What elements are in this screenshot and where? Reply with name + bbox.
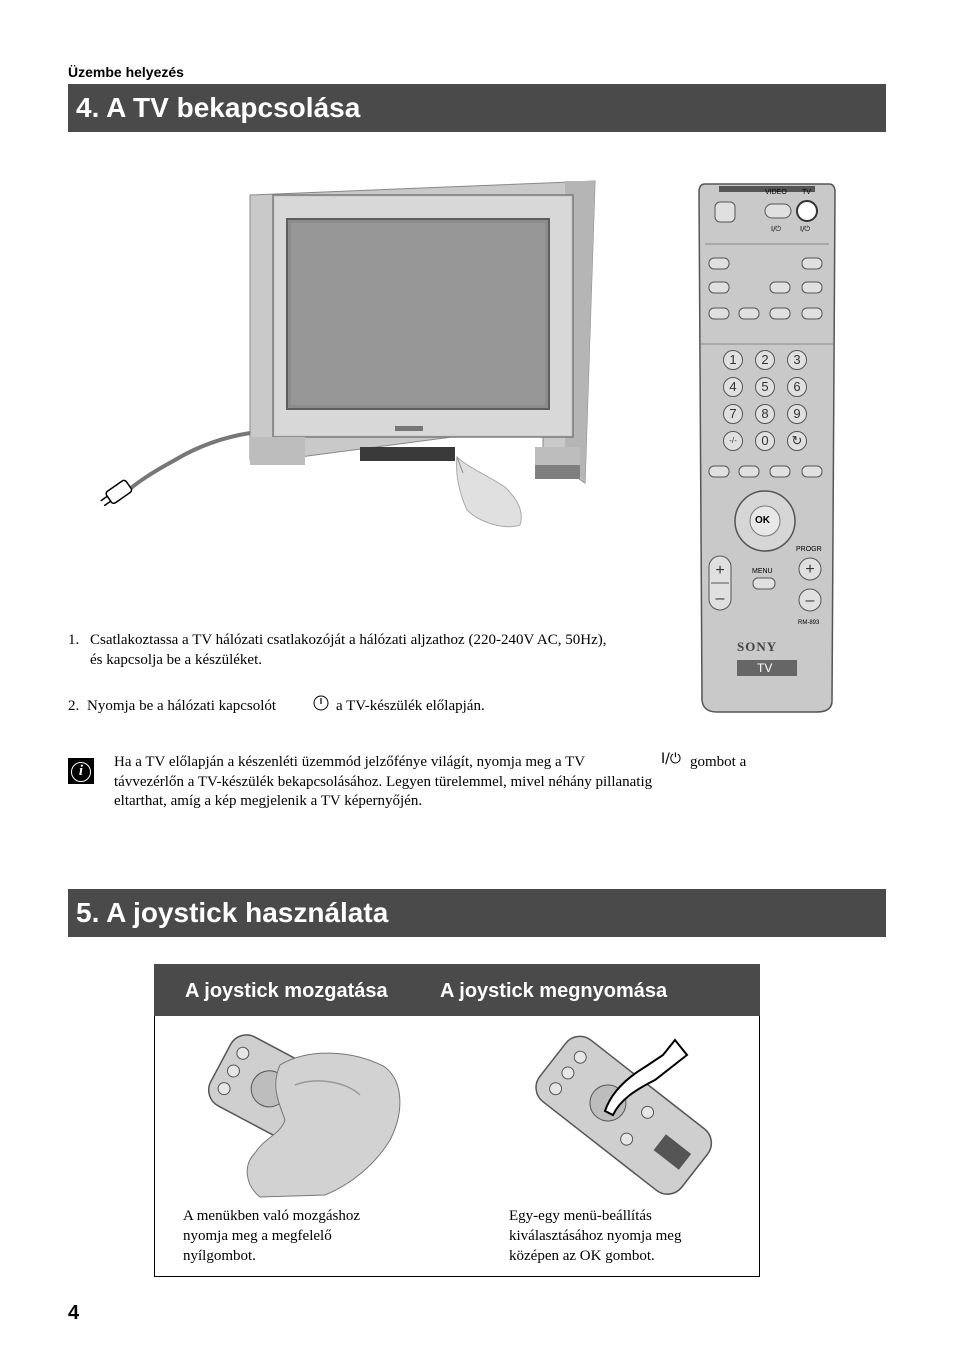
- hand-pressing-icon: [457, 457, 522, 527]
- progr-label: PROGR: [796, 546, 822, 553]
- remote-digit-button[interactable]: 7: [723, 404, 743, 424]
- col-2-caption-line-1: Egy-egy menü-beállítás: [509, 1208, 652, 1224]
- col-2-caption-line-3: középen az OK gombot.: [509, 1248, 655, 1264]
- step-2-number: 2.: [68, 698, 80, 714]
- step-1-line-2: és kapcsolja be a készüléket.: [90, 652, 263, 668]
- tv-brand-mark: [395, 426, 423, 431]
- joystick-usage-header: [154, 964, 760, 1016]
- section-label: Üzembe helyezés: [68, 64, 184, 80]
- remote-digit-button[interactable]: ↻: [787, 431, 807, 451]
- col-1-caption-line-2: nyomja meg a megfelelő: [183, 1228, 332, 1244]
- remote-digit-button[interactable]: 1: [723, 350, 743, 370]
- remote-digit-button[interactable]: 0: [755, 431, 775, 451]
- remote-digit-button[interactable]: 2: [755, 350, 775, 370]
- tv-illustration: [95, 175, 605, 535]
- section-4-title: 4. A TV bekapcsolása: [68, 84, 886, 132]
- col-1-caption-line-3: nyílgombot.: [183, 1248, 256, 1264]
- col-2-caption-line-2: kiválasztásához nyomja meg: [509, 1228, 682, 1244]
- power-cable: [125, 433, 250, 493]
- info-icon: i: [68, 758, 94, 784]
- section-5-title: 5. A joystick használata: [68, 889, 886, 937]
- tv-control-panel: [360, 447, 455, 461]
- tv-badge: TV: [757, 661, 773, 675]
- power-plug-icon: [98, 479, 132, 509]
- tv-label: TV: [802, 189, 811, 196]
- digit-keypad: [719, 350, 815, 458]
- remote-digit-button[interactable]: 3: [787, 350, 807, 370]
- remote-control: [697, 182, 837, 714]
- col-2-heading: A joystick megnyomása: [440, 980, 668, 1002]
- remote-digit-button[interactable]: 6: [787, 377, 807, 397]
- model-label: RM-893: [798, 620, 820, 626]
- note-line-1-before: Ha a TV előlapján a készenléti üzemmód jelzőfénye világít, nyomja meg a TV: [114, 754, 586, 770]
- svg-text:+: +: [805, 561, 815, 578]
- remote-digit-button[interactable]: 4: [723, 377, 743, 397]
- remote-digit-button[interactable]: 9: [787, 404, 807, 424]
- menu-label: MENU: [752, 568, 773, 575]
- remote-digit-button[interactable]: -/-: [723, 431, 743, 451]
- note-line-2: távvezérlőn a TV-készülék bekapcsolásához. Legyen türelemmel, mivel néhány pillanatig: [114, 774, 653, 790]
- svg-text:–: –: [805, 592, 815, 609]
- tv-power-button: [797, 201, 817, 221]
- page-number: 4: [68, 1302, 80, 1324]
- video-power-label: I/⏻: [771, 225, 781, 233]
- remote-brand-logo: SONY: [737, 639, 778, 654]
- col-1-caption-line-1: A menükben való mozgáshoz: [183, 1208, 361, 1224]
- joystick-press-illustration: [525, 1025, 715, 1205]
- svg-text:+: +: [715, 562, 725, 579]
- step-1-number: 1.: [68, 632, 80, 648]
- svg-text:–: –: [715, 590, 725, 607]
- note-line-3: eltarthat, amíg a kép megjelenik a TV képernyőjén.: [114, 793, 423, 809]
- remote-digit-button[interactable]: 8: [755, 404, 775, 424]
- standby-symbol: I/⏻: [661, 751, 681, 767]
- joystick-move-illustration: [185, 1025, 410, 1200]
- step-2-text-after: a TV-készülék előlapján.: [336, 698, 485, 714]
- ok-label: OK: [755, 515, 770, 526]
- tv-power-label: I/⏻: [800, 225, 810, 233]
- col-1-heading: A joystick mozgatása: [185, 980, 388, 1002]
- remote-digit-button[interactable]: 5: [755, 377, 775, 397]
- power-switch-icon: [312, 694, 330, 712]
- step-2-text-before: Nyomja be a hálózati kapcsolót: [87, 698, 277, 714]
- note-line-1-after: gombot a: [690, 754, 747, 770]
- step-1-line-1: Csatlakoztassa a TV hálózati csatlakozóját a hálózati aljzathoz (220-240V AC, 50Hz),: [90, 632, 607, 648]
- video-label: VIDEO: [765, 189, 787, 196]
